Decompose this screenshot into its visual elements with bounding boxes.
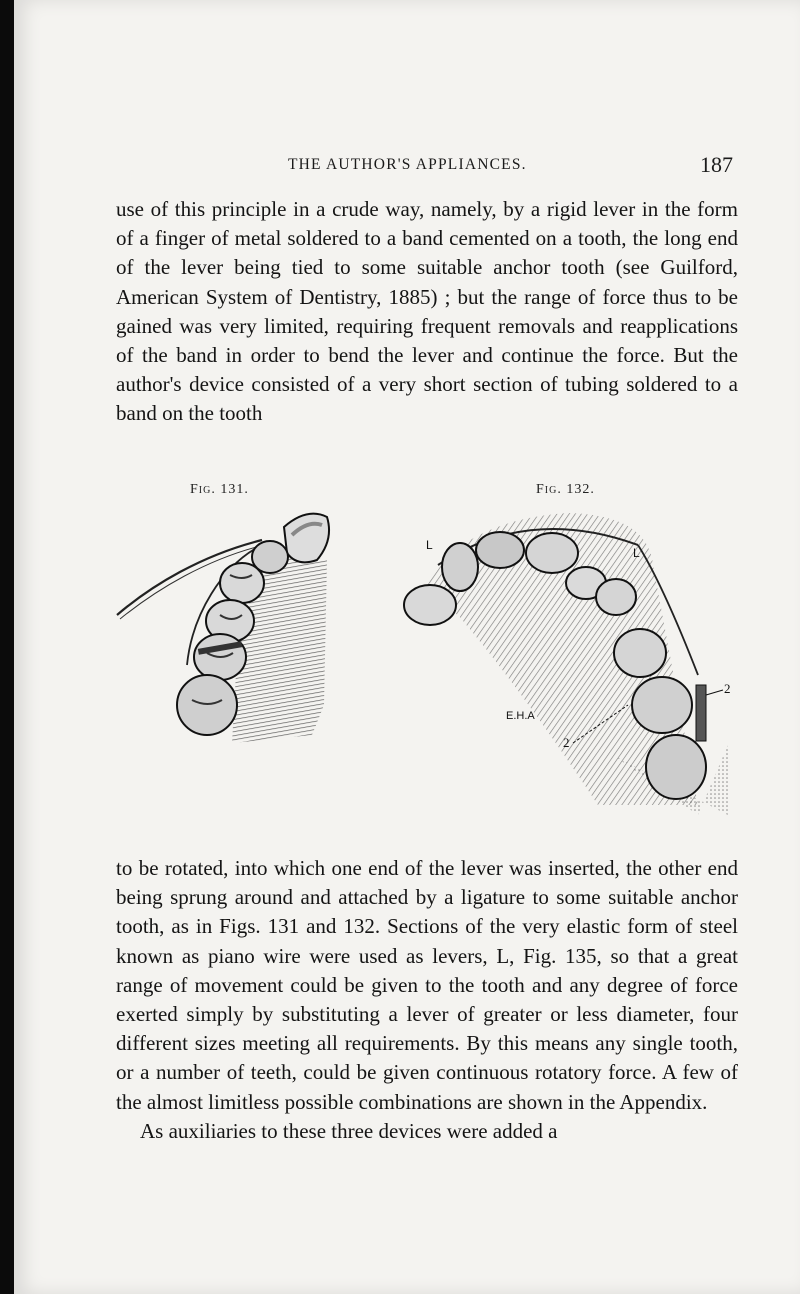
figure-131-svg	[112, 505, 347, 750]
incisor-3	[526, 533, 578, 573]
molar-right-2	[646, 735, 706, 799]
incisor-tooth	[284, 514, 329, 563]
molar-right-1	[632, 677, 692, 733]
premolar-right-2	[614, 629, 666, 677]
paragraph-bottom-text: to be rotated, into which one end of the lever was inserted, the other end being sprung around and attached by a ligature to some suitable anchor tooth, as in Figs. 131 and 132. Sections of the very elastic form of steel known as piano wire were used as levers, L, Fig. 135, so that a great range of movement could be given to the tooth and any degree of force exerted simply by substituting a lever of greater or less diameter, four different sizes meeting all requirements. By this means any single tooth, or a number of teeth, could be given continuous rotatory force. A few of the almost limitless possible combinations are shown in the Appendix.	[116, 856, 738, 1114]
chapter-title: THE AUTHOR'S APPLIANCES.	[288, 156, 527, 173]
lever-label-left: L	[426, 538, 433, 552]
figure-132-caption: Fig. 132.	[536, 482, 595, 497]
premolar-1	[220, 563, 264, 603]
figure-132-illustration	[398, 505, 743, 825]
lever-label-right: L	[633, 546, 640, 560]
figure-131-illustration	[112, 505, 347, 750]
incisor-1	[442, 543, 478, 591]
premolar-right-1	[596, 579, 636, 615]
label-2-bottom: 2	[563, 735, 570, 750]
paragraph-top-text: use of this principle in a crude way, namely, by a rigid lever in the form of a finger of metal soldered to a band cemented on a tooth, the long end of the lever being tied to some suitable anchor tooth (see Guilford, American System of Dentistry, 1885) ; but the range of force thus to be gained was very limited, requiring frequent removals and reapplications of the band in order to bend the lever and continue the force. But the author's device consisted of a very short section of tubing soldered to a band on the tooth	[116, 197, 738, 426]
figure-131-caption: Fig. 131.	[190, 482, 249, 497]
incisor-2	[476, 532, 524, 568]
paragraph-last-text: As auxiliaries to these three devices were added a	[140, 1118, 558, 1143]
figure-132-svg	[398, 505, 743, 825]
page-number: 187	[700, 152, 733, 177]
paragraph-bottom	[116, 854, 738, 1146]
engraver-initials: E.H.A	[506, 710, 535, 722]
lateral-tooth-left	[404, 585, 456, 625]
label-2-right: 2	[724, 681, 731, 696]
tube	[696, 685, 706, 741]
paragraph-top	[116, 195, 738, 429]
